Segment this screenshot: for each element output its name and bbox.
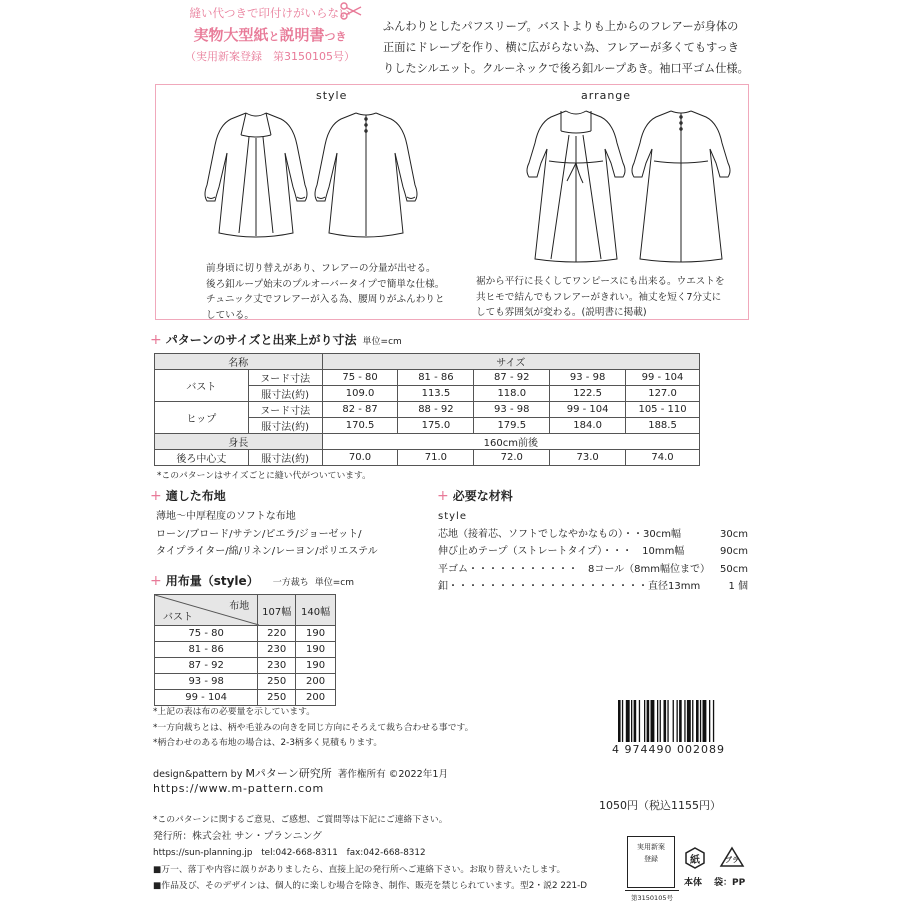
patent-number: 第3150105号 [625, 890, 679, 902]
yardage-note: *一方向裁ちとは、柄や毛並みの向きを同じ方向にそろえて裁ち合わせる事です。 [153, 722, 474, 733]
yardage-corner-cell [155, 595, 258, 626]
footer-contact: https://sun-planning.jp tel:042-668-8311 fax:042-668-8312 [153, 848, 426, 858]
fabric-line: タイプライター/綿/リネン/レーヨン/ポリエステル [156, 546, 378, 557]
size-section-title [150, 331, 402, 348]
intro-line: ふんわりとしたパフスリーブ。バストよりも上からのフレアーが身体の [383, 20, 739, 33]
barcode-bar [644, 700, 645, 742]
material-qty: 1 個 [728, 581, 748, 592]
material-row [438, 526, 748, 544]
table-cell: 99 - 104 [155, 690, 258, 706]
material-qty: 50cm [720, 563, 748, 575]
intro-line: 正面にドレープを作り、横に広がらない為、フレアーが多くてもすっき [383, 41, 739, 54]
arrange-desc-line: しても雰囲気が変わる。(説明書に掲載) [476, 307, 647, 318]
barcode-bar [660, 700, 661, 742]
plus-icon: + [150, 488, 162, 504]
table-cell: 73.0 [550, 450, 626, 466]
table-cell: 250 [258, 690, 296, 706]
style-desc-line: 前身頃に切り替えがあり、フレアーの分量が出せる。 [206, 263, 436, 274]
barcode-bar [667, 700, 668, 742]
yardage-section-title [150, 572, 354, 589]
table-cell: 200 [296, 690, 336, 706]
fabric-line: ローン/ブロード/サテン/ピエラ/ジョーゼット/ [156, 528, 362, 540]
badge-line-3: （実用新案登録 第3150105号） [185, 50, 355, 63]
table-cell: 175.0 [398, 418, 474, 434]
table-cell: 81 - 86 [398, 370, 474, 386]
arrange-front-dress-illustration [521, 103, 631, 265]
barcode-bar [692, 700, 693, 742]
materials-list [438, 508, 748, 596]
table-cell: 93 - 98 [550, 370, 626, 386]
table-cell: 127.0 [626, 386, 700, 402]
style-title: style [316, 89, 348, 102]
barcode-bar [647, 700, 650, 742]
fabric-section-title [150, 487, 226, 504]
arrange-title: arrange [581, 89, 632, 102]
table-cell: 105 - 110 [626, 402, 700, 418]
badge-line-2 [155, 24, 385, 45]
table-cell: 109.0 [322, 386, 398, 402]
barcode-bar [626, 700, 630, 742]
barcode-bar [684, 700, 685, 742]
style-back-dress-illustration [311, 105, 421, 240]
scissors-icon [340, 2, 362, 20]
style-desc-line: チュニック丈でフレアーが入る為、腰周りがふんわりと [206, 294, 445, 305]
table-cell: 87 - 92 [474, 370, 550, 386]
material-row [438, 561, 748, 579]
hip-label: ヒップ [155, 402, 249, 434]
plastic-glyph: プラ [725, 856, 739, 864]
arrange-back-dress-illustration [626, 103, 736, 265]
barcode-bar [703, 700, 707, 742]
paper-glyph: 紙 [690, 855, 700, 866]
yardage-notes [153, 705, 473, 752]
nude-label: ヌード寸法 [248, 402, 322, 418]
footer-line: ■作品及び、そのデザインは、個人的に楽しむ場合を除き、制作、販売を禁じられています。型2・説2 221-D [153, 881, 588, 891]
table-cell: 184.0 [550, 418, 626, 434]
table-cell: 220 [258, 626, 296, 642]
table-cell: 93 - 98 [155, 674, 258, 690]
plastic-label: 袋：PP [714, 878, 746, 888]
table-cell: 190 [296, 642, 336, 658]
intro-line: りしたシルエット。クルーネックで後ろ釦ループあき。袖口平ゴム仕様。 [383, 62, 749, 75]
plastic-recycle-icon [719, 846, 745, 870]
patent-line: 登録 [644, 855, 658, 863]
table-cell: 179.5 [474, 418, 550, 434]
height-value: 160cm前後 [322, 434, 699, 450]
table-cell: 82 - 87 [322, 402, 398, 418]
intro-text [383, 16, 758, 79]
nude-label: ヌード寸法 [248, 370, 322, 386]
width-140-header: 140幅 [296, 595, 336, 626]
barcode [618, 700, 748, 742]
table-cell: 200 [296, 674, 336, 690]
garment-label: 服寸法(約) [248, 418, 322, 434]
design-credit [153, 765, 448, 781]
header-name: 名称 [155, 354, 323, 370]
barcode-number: 4 974490 002089 [612, 743, 725, 756]
table-cell: 93 - 98 [474, 402, 550, 418]
header-size: サイズ [322, 354, 699, 370]
table-row [155, 595, 336, 626]
barcode-bar [700, 700, 701, 742]
fabric-line: 薄地～中厚程度のソフトな布地 [156, 511, 296, 522]
fabric-title-text: 適した布地 [165, 489, 226, 503]
barcode-bar [639, 700, 640, 742]
barcode-bar [657, 700, 658, 742]
arrange-desc-line: 裾から平行に長くしてワンピースにも出来る。ウエストを [476, 276, 725, 287]
table-cell: 88 - 92 [398, 402, 474, 418]
table-cell: 71.0 [398, 450, 474, 466]
website-url[interactable]: https://www.m-pattern.com [153, 782, 324, 795]
table-cell: 113.5 [398, 386, 474, 402]
yardage-unit: 単位=cm [314, 578, 354, 588]
table-cell: 74.0 [626, 450, 700, 466]
design-credit-prefix: design&pattern by [153, 769, 246, 780]
material-name: 芯地（接着芯、ソフトでしなやかなもの）・・30cm幅 [438, 528, 681, 540]
height-label: 身長 [155, 434, 323, 450]
plus-icon: + [150, 573, 162, 589]
table-cell: 190 [296, 626, 336, 642]
table-row [155, 402, 700, 418]
table-cell: 87 - 92 [155, 658, 258, 674]
yardage-title-text: 用布量（style） [165, 574, 259, 588]
price: 1050円（税込1155円） [599, 799, 721, 812]
style-desc-line: 後ろ釦ループ始末のプルオーバータイプで簡単な仕様。 [206, 278, 445, 290]
patent-stamp [627, 836, 675, 902]
plus-icon: + [437, 488, 449, 504]
garment-label: 服寸法(約) [248, 386, 322, 402]
table-row [155, 450, 700, 466]
plus-icon: + [150, 332, 162, 348]
yardage-note: *柄合わせのある布地の場合は、2-3柄多く見積もります。 [153, 738, 383, 748]
barcode-bar [679, 700, 682, 742]
design-company: Mパターン研究所 [245, 767, 332, 780]
barcode-bar [634, 700, 637, 742]
barcode-bar [713, 700, 714, 742]
table-cell: 99 - 104 [626, 370, 700, 386]
table-cell: 250 [258, 674, 296, 690]
badge-manual-text: 説明書 [279, 26, 325, 44]
barcode-bar [622, 700, 623, 742]
material-row [438, 578, 748, 596]
material-name: 釦・・・・・・・・・・・・・・・・・・・・直径13mm [438, 581, 701, 592]
bust-label: バスト [155, 370, 249, 402]
table-cell: 99 - 104 [550, 402, 626, 418]
barcode-bar [677, 700, 678, 742]
table-cell: 75 - 80 [322, 370, 398, 386]
material-qty: 90cm [720, 546, 748, 557]
fabric-header: 布地 [229, 601, 250, 612]
barcode-bar [709, 700, 710, 742]
table-row [155, 642, 336, 658]
copyright-text: 著作権所有 ©2022年1月 [337, 769, 449, 780]
footer-line: ■万一、落丁や内容に誤りがありましたら、直接上記の発行所へご連絡下さい。お取り替えいたします。 [153, 864, 566, 875]
table-cell: 81 - 86 [155, 642, 258, 658]
size-unit: 単位=cm [362, 337, 402, 347]
arrange-desc-line: 共ヒモで結んでもフレアーがきれい。袖丈を短く7分丈に [476, 291, 722, 303]
table-row [155, 626, 336, 642]
barcode-bar [696, 700, 699, 742]
barcode-bar [687, 700, 691, 742]
badge-line-1: 縫い代つきで印付けがいらない [189, 6, 351, 20]
back-center-label: 後ろ中心丈 [155, 450, 249, 466]
material-name: 平ゴム・・・・・・・・・・・ 8コール（8mm幅位まで） [438, 563, 711, 575]
table-row [155, 658, 336, 674]
table-cell: 75 - 80 [155, 626, 258, 642]
table-cell: 230 [258, 642, 296, 658]
barcode-bar [631, 700, 632, 742]
table-cell: 230 [258, 658, 296, 674]
barcode-bar [618, 700, 621, 742]
table-cell: 118.0 [474, 386, 550, 402]
style-description [206, 261, 486, 323]
table-row [155, 434, 700, 450]
style-front-dress-illustration [201, 105, 311, 240]
table-cell: 70.0 [322, 450, 398, 466]
table-cell: 72.0 [474, 450, 550, 466]
patent-line: 実用新案 [637, 843, 665, 851]
material-name: 伸び止めテープ（ストレートタイプ）・・・ 10mm幅 [438, 546, 685, 557]
materials-sub: style [438, 511, 467, 522]
size-table [154, 353, 700, 466]
material-qty: 30cm [720, 528, 748, 540]
garment-label: 服寸法(約) [248, 450, 322, 466]
paper-recycle-icon [683, 846, 707, 870]
fabric-list [156, 508, 378, 561]
materials-title-text: 必要な材料 [452, 489, 513, 503]
yardage-sub: 一方裁ち [272, 578, 309, 588]
material-row [438, 543, 748, 561]
width-107-header: 107幅 [258, 595, 296, 626]
barcode-bar [651, 700, 655, 742]
size-title-text: パターンのサイズと出来上がり寸法 [165, 333, 357, 347]
style-desc-line: している。 [206, 309, 254, 321]
yardage-table [154, 594, 336, 706]
table-cell: 188.5 [626, 418, 700, 434]
size-note: *このパターンはサイズごとに縫い代がついています。 [157, 471, 371, 481]
barcode-bar [664, 700, 667, 742]
badge-included-text: つき [324, 30, 347, 43]
bust-header: バスト [163, 612, 193, 623]
arrange-description [476, 274, 746, 321]
illustration-frame [155, 84, 749, 320]
footer-publisher: 発行所：株式会社 サン・プランニング [153, 830, 322, 842]
badge-pattern-text: 実物大型紙 [193, 26, 269, 44]
badge-and-text: と [268, 30, 280, 43]
footer-info [153, 812, 613, 895]
footer-line: *このパターンに関するご意見、ご感想、ご質問等は下記にご連絡下さい。 [153, 815, 448, 825]
table-cell: 122.5 [550, 386, 626, 402]
yardage-note: *上記の表は布の必要量を示しています。 [153, 707, 316, 717]
table-row [155, 690, 336, 706]
table-cell: 190 [296, 658, 336, 674]
paper-label: 本体 [684, 878, 703, 888]
table-cell: 170.5 [322, 418, 398, 434]
table-row [155, 354, 700, 370]
table-row [155, 370, 700, 386]
table-row [155, 674, 336, 690]
barcode-bar [673, 700, 674, 742]
materials-section-title [437, 487, 513, 504]
